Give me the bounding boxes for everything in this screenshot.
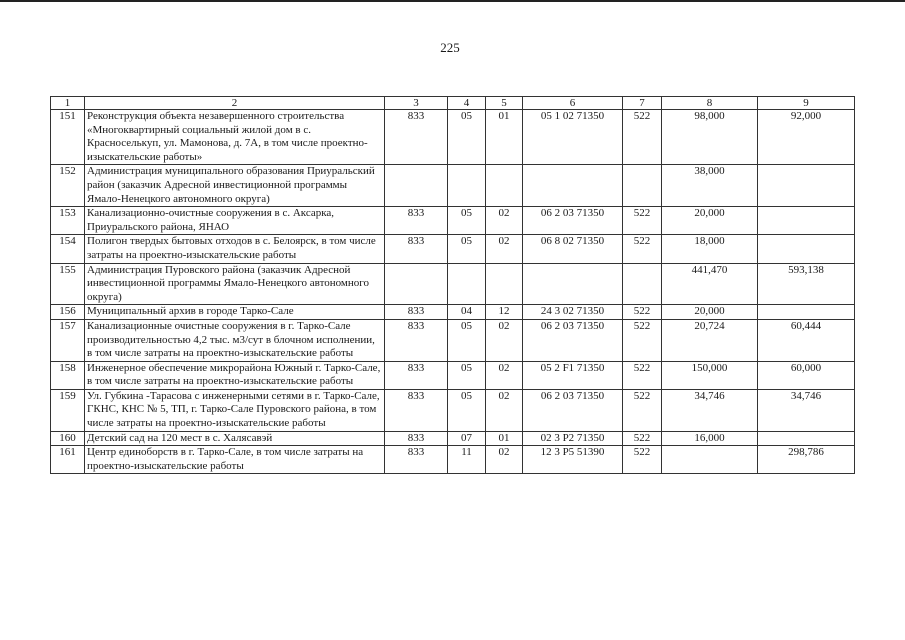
- cell-amount-1: 20,724: [662, 319, 758, 361]
- cell-c4: 05: [448, 235, 486, 263]
- row-name: Реконструкция объекта незавершенного строительства «Многоквартирный социальный жилой дом в с. Красноселькуп, ул. Мамонова, д. 7А, в том числе проектно-изыскательские работы»: [85, 110, 385, 165]
- row-name: Канализационные очистные сооружения в г. Тарко-Сале производительностью 4,2 тыс. м3/сут в блочном исполнении, в том числе затраты на проектно-изыскательские работы: [85, 319, 385, 361]
- row-name: Детский сад на 120 мест в с. Халясавэй: [85, 431, 385, 446]
- cell-c7: 522: [623, 446, 662, 474]
- cell-amount-1: 34,746: [662, 389, 758, 431]
- cell-c5: [486, 165, 523, 207]
- table-row: [51, 389, 855, 431]
- row-name: Ул. Губкина -Тарасова с инженерными сетями в г. Тарко-Сале, ГКНС, КНС № 5, ТП, г. Тарко-Сале Пуровского района, в том числе затраты на проектно-изыскательские работы: [85, 389, 385, 431]
- table-row: [51, 446, 855, 474]
- row-name: Полигон твердых бытовых отходов в с. Белоярск, в том числе затраты на проектно-изыскательские работы: [85, 235, 385, 263]
- cell-c6: [523, 165, 623, 207]
- cell-amount-2: [758, 431, 855, 446]
- table-row: [51, 207, 855, 235]
- cell-amount-2: [758, 207, 855, 235]
- cell-c7: 522: [623, 235, 662, 263]
- cell-c5: 02: [486, 207, 523, 235]
- cell-amount-1: 16,000: [662, 431, 758, 446]
- cell-amount-2: [758, 235, 855, 263]
- cell-c3: 833: [385, 431, 448, 446]
- table-row: [51, 305, 855, 320]
- row-name: Канализационно-очистные сооружения в с. Аксарка, Приуральского района, ЯНАО: [85, 207, 385, 235]
- cell-c4: 11: [448, 446, 486, 474]
- cell-c5: 01: [486, 431, 523, 446]
- cell-c5: 02: [486, 235, 523, 263]
- cell-c6: 05 1 02 71350: [523, 110, 623, 165]
- cell-c4: 05: [448, 110, 486, 165]
- row-number: 158: [51, 361, 85, 389]
- cell-c3: [385, 165, 448, 207]
- row-name: Инженерное обеспечение микрорайона Южный г. Тарко-Сале, в том числе затраты на проектно-изыскательские работы: [85, 361, 385, 389]
- top-rule: [0, 0, 905, 2]
- table-row: [51, 263, 855, 305]
- cell-c7: 522: [623, 305, 662, 320]
- cell-c7: 522: [623, 431, 662, 446]
- row-name: Администрация муниципального образования Приуральский район (заказчик Адресной инвестиционной программы Ямало-Ненецкого автономного округа): [85, 165, 385, 207]
- table-row: [51, 431, 855, 446]
- header-cell: 1: [51, 97, 85, 110]
- cell-c4: [448, 263, 486, 305]
- page-number: 225: [440, 40, 460, 55]
- cell-c3: 833: [385, 207, 448, 235]
- cell-amount-2: [758, 165, 855, 207]
- row-number: 157: [51, 319, 85, 361]
- cell-amount-2: 92,000: [758, 110, 855, 165]
- cell-c5: 01: [486, 110, 523, 165]
- cell-c4: 04: [448, 305, 486, 320]
- cell-amount-1: 150,000: [662, 361, 758, 389]
- header-cell: 6: [523, 97, 623, 110]
- header-cell: 8: [662, 97, 758, 110]
- cell-amount-1: 20,000: [662, 207, 758, 235]
- table-row: [51, 361, 855, 389]
- cell-c7: [623, 263, 662, 305]
- row-number: 152: [51, 165, 85, 207]
- cell-c3: 833: [385, 361, 448, 389]
- table-row: [51, 319, 855, 361]
- cell-c5: 02: [486, 446, 523, 474]
- row-name: Центр единоборств в г. Тарко-Сале, в том числе затраты на проектно-изыскательские работы: [85, 446, 385, 474]
- cell-amount-1: [662, 446, 758, 474]
- cell-amount-1: 441,470: [662, 263, 758, 305]
- cell-c3: 833: [385, 446, 448, 474]
- header-cell: 7: [623, 97, 662, 110]
- cell-amount-2: 593,138: [758, 263, 855, 305]
- cell-c5: 02: [486, 389, 523, 431]
- cell-c6: 24 3 02 71350: [523, 305, 623, 320]
- cell-c7: 522: [623, 361, 662, 389]
- cell-c3: 833: [385, 235, 448, 263]
- cell-c5: [486, 263, 523, 305]
- cell-c3: [385, 263, 448, 305]
- cell-c6: [523, 263, 623, 305]
- row-number: 155: [51, 263, 85, 305]
- cell-c5: 02: [486, 361, 523, 389]
- cell-c7: 522: [623, 110, 662, 165]
- row-name: Муниципальный архив в городе Тарко-Сале: [85, 305, 385, 320]
- cell-c4: [448, 165, 486, 207]
- cell-c7: 522: [623, 389, 662, 431]
- cell-amount-2: 60,000: [758, 361, 855, 389]
- table-row: [51, 235, 855, 263]
- row-number: 151: [51, 110, 85, 165]
- cell-c6: 06 2 03 71350: [523, 389, 623, 431]
- row-number: 153: [51, 207, 85, 235]
- budget-table: [50, 96, 855, 474]
- cell-c6: 06 2 03 71350: [523, 319, 623, 361]
- cell-amount-2: 34,746: [758, 389, 855, 431]
- cell-c7: [623, 165, 662, 207]
- row-number: 154: [51, 235, 85, 263]
- cell-amount-2: 298,786: [758, 446, 855, 474]
- cell-amount-1: 98,000: [662, 110, 758, 165]
- cell-c4: 07: [448, 431, 486, 446]
- cell-c4: 05: [448, 361, 486, 389]
- header-row: [51, 97, 855, 110]
- cell-c3: 833: [385, 319, 448, 361]
- row-number: 160: [51, 431, 85, 446]
- cell-c7: 522: [623, 319, 662, 361]
- cell-c6: 06 2 03 71350: [523, 207, 623, 235]
- row-number: 156: [51, 305, 85, 320]
- cell-c6: 12 3 P5 51390: [523, 446, 623, 474]
- cell-c5: 12: [486, 305, 523, 320]
- header-cell: 4: [448, 97, 486, 110]
- header-cell: 2: [85, 97, 385, 110]
- header-cell: 9: [758, 97, 855, 110]
- cell-c6: 02 3 P2 71350: [523, 431, 623, 446]
- row-number: 159: [51, 389, 85, 431]
- cell-c3: 833: [385, 110, 448, 165]
- cell-amount-2: [758, 305, 855, 320]
- cell-c3: 833: [385, 389, 448, 431]
- cell-amount-2: 60,444: [758, 319, 855, 361]
- cell-c7: 522: [623, 207, 662, 235]
- cell-c6: 06 8 02 71350: [523, 235, 623, 263]
- cell-c4: 05: [448, 319, 486, 361]
- row-name: Администрация Пуровского района (заказчик Адресной инвестиционной программы Ямало-Ненецкого автономного округа): [85, 263, 385, 305]
- table-row: [51, 165, 855, 207]
- table-row: [51, 110, 855, 165]
- header-cell: 5: [486, 97, 523, 110]
- cell-amount-1: 18,000: [662, 235, 758, 263]
- cell-c6: 05 2 F1 71350: [523, 361, 623, 389]
- cell-amount-1: 20,000: [662, 305, 758, 320]
- cell-c4: 05: [448, 389, 486, 431]
- cell-amount-1: 38,000: [662, 165, 758, 207]
- cell-c4: 05: [448, 207, 486, 235]
- header-cell: 3: [385, 97, 448, 110]
- cell-c3: 833: [385, 305, 448, 320]
- row-number: 161: [51, 446, 85, 474]
- cell-c5: 02: [486, 319, 523, 361]
